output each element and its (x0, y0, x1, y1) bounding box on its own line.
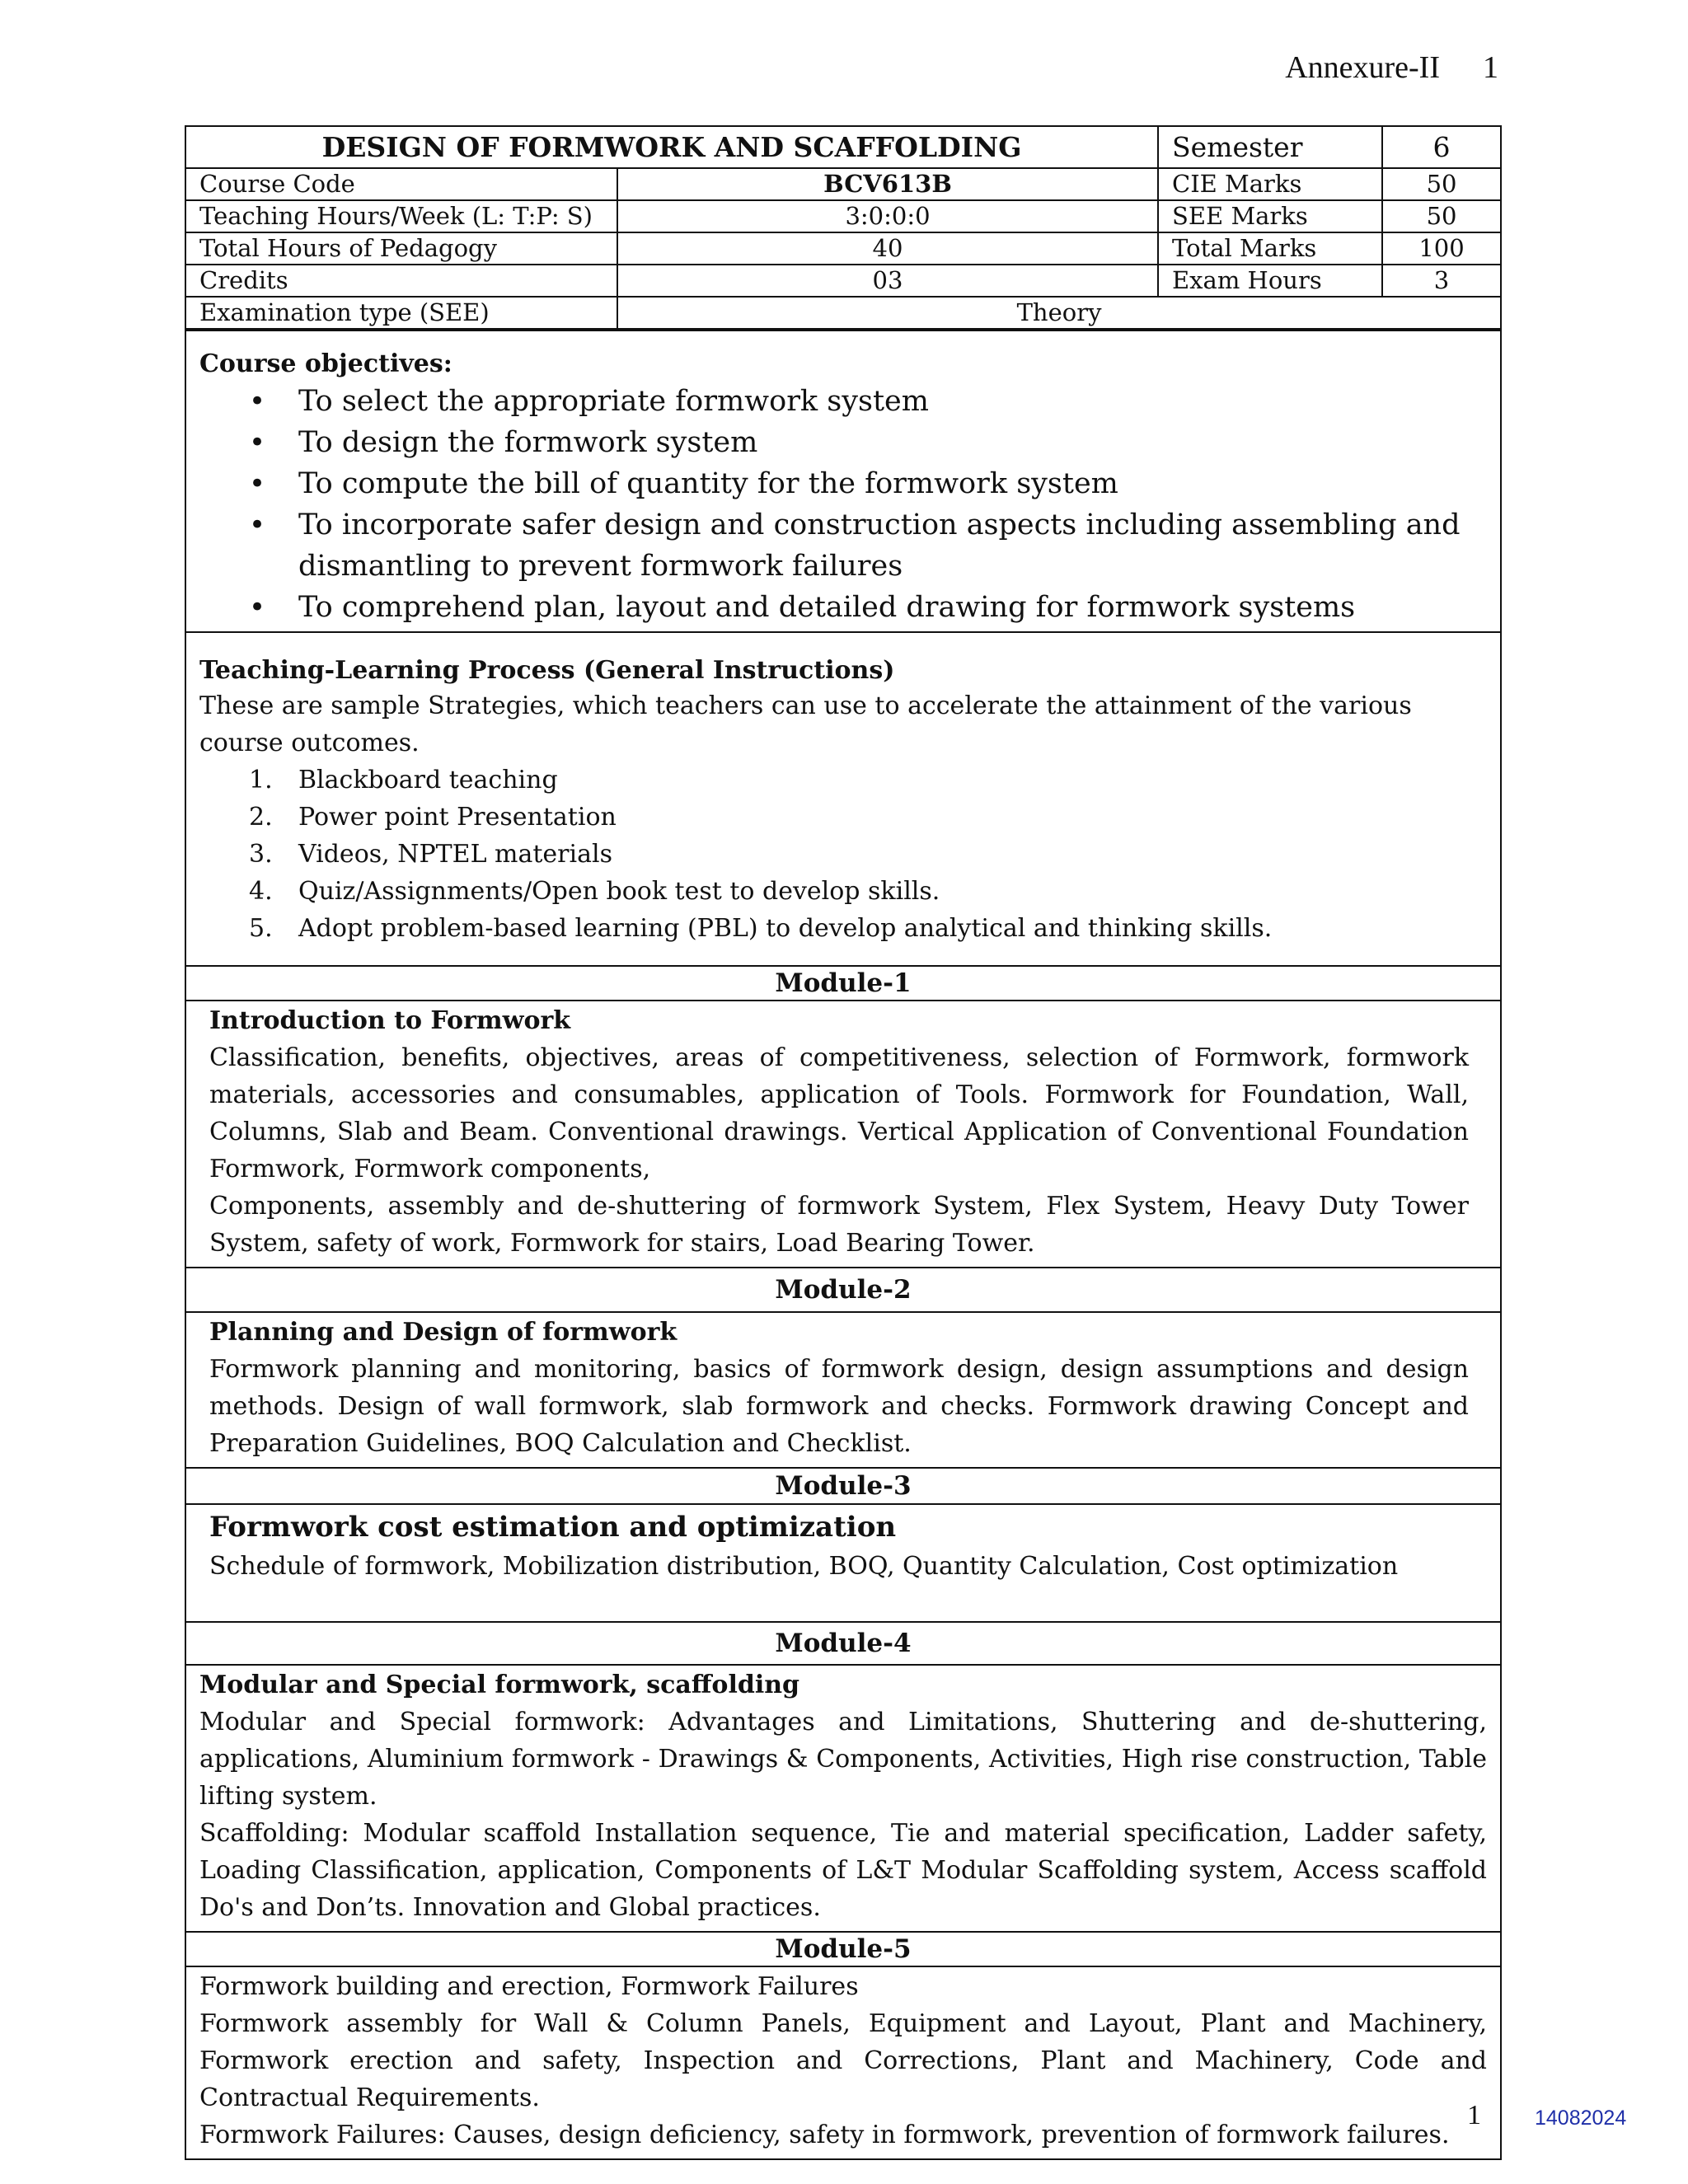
module-3-heading: Module-3 (186, 1467, 1500, 1503)
course-title: DESIGN OF FORMWORK AND SCAFFOLDING (186, 127, 1158, 168)
module-5-text: Formwork assembly for Wall & Column Panels, Equipment and Layout, Plant and Machinery, Formwork erection and safety, Inspection and Corrections, Plant and Machinery, Code and Contractual Requirements. (199, 2009, 1487, 2112)
module-5-title: Formwork building and erection, Formwork Failures (199, 1972, 859, 2001)
row-label-2: Exam Hours (1158, 265, 1382, 297)
row-label: Total Hours of Pedagogy (186, 232, 617, 265)
module-4-text: Modular and Special formwork: Advantages and Limitations, Shuttering and de-shuttering, applications, Aluminium formwork - Drawings & Components, Activities, High rise construction, Table lifting system. (199, 1708, 1487, 1811)
row-label-2: Total Marks (1158, 232, 1382, 265)
module-5-body (186, 1966, 1500, 2158)
list-item: • To compute the bill of quantity for the formwork system (249, 463, 1487, 504)
item-number: 4. (249, 877, 273, 906)
syllabus-sheet (185, 125, 1502, 2160)
module-4-title: Modular and Special formwork, scaffolding (199, 1671, 799, 1699)
item-text: Videos, NPTEL materials (298, 840, 612, 869)
title-row (186, 127, 1500, 168)
course-code-value: BCV613B (617, 168, 1158, 200)
module-1-text: Classification, benefits, objectives, areas of competitiveness, selection of Formwork, formwork materials, accessories and consumables, application of Tools. Formwork for Foundation, Wall, Columns, Slab and Beam. Conventional drawings. Vertical Application of Conventional Foundation Formwork, Formwork components, (209, 1043, 1469, 1183)
item-number: 2. (249, 803, 273, 832)
table-row (186, 297, 1500, 329)
teaching-learning-section (186, 631, 1500, 965)
module-2-text: Formwork planning and monitoring, basics of formwork design, design assumptions and design methods. Design of wall formwork, slab formwork and checks. Formwork drawing Concept and Preparation Guidelines, BOQ Calculation and Checklist. (209, 1355, 1469, 1458)
teaching-intro: These are sample Strategies, which teachers can use to accelerate the attainment of the various course outcomes. (199, 691, 1412, 757)
module-4-heading: Module-4 (186, 1621, 1500, 1664)
header-page-number: 1 (1483, 50, 1498, 85)
list-item (249, 873, 1487, 910)
module-1-text-2: Components, assembly and de-shuttering of formwork System, Flex System, Heavy Duty Tower System, safety of work, Formwork for stairs, Load Bearing Tower. (209, 1192, 1469, 1258)
list-item (249, 836, 1487, 873)
module-1-title: Introduction to Formwork (209, 1006, 571, 1035)
table-row (186, 232, 1500, 265)
module-3-body (186, 1503, 1500, 1621)
module-4-text-2: Scaffolding: Modular scaffold Installation sequence, Tie and material specification, Ladder safety, Loading Classification, application, Components of L&T Modular Scaffolding system, Access scaffold Do's and Don’ts. Innovation and Global practices. (199, 1819, 1487, 1922)
footer-page-number: 1 (1467, 2100, 1481, 2130)
row-value-2: 3 (1382, 265, 1500, 297)
module-2-body (186, 1311, 1500, 1467)
list-item: • To design the formwork system (249, 422, 1487, 463)
item-number: 1. (249, 766, 273, 794)
list-item: • To incorporate safer design and construction aspects including assembling and dismantling to prevent formwork failures (249, 504, 1487, 587)
module-2-heading: Module-2 (186, 1267, 1500, 1311)
row-label: Course Code (186, 168, 617, 200)
module-4-body (186, 1664, 1500, 1931)
item-text: Adopt problem-based learning (PBL) to develop analytical and thinking skills. (298, 914, 1273, 943)
row-value-2: 50 (1382, 200, 1500, 232)
teaching-list (199, 762, 1487, 947)
row-value-2: 100 (1382, 232, 1500, 265)
row-value-2: 50 (1382, 168, 1500, 200)
semester-value: 6 (1382, 127, 1500, 168)
row-value: 03 (617, 265, 1158, 297)
module-1-body (186, 1000, 1500, 1267)
item-text: Power point Presentation (298, 803, 617, 832)
module-2-title: Planning and Design of formwork (209, 1318, 678, 1347)
list-item (249, 799, 1487, 836)
course-objectives-section (186, 330, 1500, 631)
exam-type-label: Examination type (SEE) (186, 297, 617, 329)
table-row (186, 168, 1500, 200)
row-label: Credits (186, 265, 617, 297)
module-5-text-2: Formwork Failures: Causes, design deficiency, safety in formwork, prevention of formwork failures. (199, 2121, 1450, 2149)
row-label-2: CIE Marks (1158, 168, 1382, 200)
list-item (249, 910, 1487, 947)
document-code: 14082024 (1535, 2107, 1627, 2130)
item-text: Blackboard teaching (298, 766, 558, 794)
row-value: 3:0:0:0 (617, 200, 1158, 232)
list-item (249, 762, 1487, 799)
list-item: • To select the appropriate formwork system (249, 381, 1487, 422)
semester-label: Semester (1158, 127, 1382, 168)
list-item: • To comprehend plan, layout and detailed drawing for formwork systems (249, 587, 1487, 628)
teaching-heading: Teaching-Learning Process (General Instructions) (199, 656, 895, 685)
annexure-header (1285, 49, 1498, 86)
row-value: 40 (617, 232, 1158, 265)
item-number: 5. (249, 914, 273, 943)
annexure-label: Annexure-II (1285, 50, 1440, 85)
module-1-heading: Module-1 (186, 965, 1500, 1000)
table-row (186, 265, 1500, 297)
item-text: Quiz/Assignments/Open book test to develop skills. (298, 877, 940, 906)
objectives-list (199, 381, 1487, 628)
module-5-heading: Module-5 (186, 1931, 1500, 1966)
item-number: 3. (249, 840, 273, 869)
objectives-heading: Course objectives: (199, 349, 452, 378)
row-label: Teaching Hours/Week (L: T:P: S) (186, 200, 617, 232)
exam-type-value: Theory (617, 297, 1500, 329)
row-label-2: SEE Marks (1158, 200, 1382, 232)
module-3-text: Schedule of formwork, Mobilization distribution, BOQ, Quantity Calculation, Cost optimization (209, 1552, 1399, 1581)
course-info-table (186, 127, 1500, 330)
module-3-title: Formwork cost estimation and optimization (209, 1511, 897, 1544)
table-row (186, 200, 1500, 232)
